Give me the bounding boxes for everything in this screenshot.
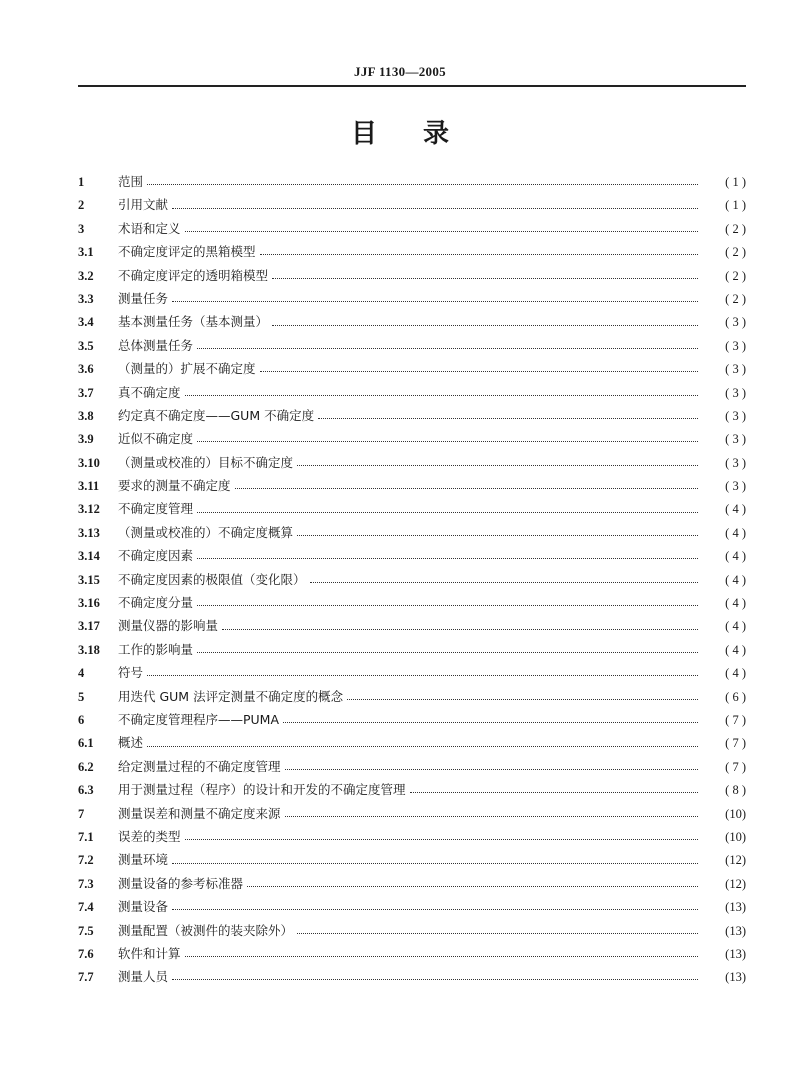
toc-dot-leader [197, 558, 698, 559]
table-of-contents [78, 170, 746, 989]
toc-entry-title: 要求的测量不确定度 [118, 478, 231, 494]
toc-entry-title: 不确定度分量 [118, 595, 194, 611]
toc-entry-title: 范围 [118, 174, 144, 189]
toc-entry-page: (13) [725, 900, 746, 915]
toc-entry[interactable] [78, 287, 746, 310]
toc-entry-title: 约定真不确定度——GUM 不确定度 [118, 407, 315, 423]
toc-entry[interactable] [78, 942, 746, 965]
toc-entry-page: ( 4 ) [725, 596, 746, 611]
toc-entry[interactable] [78, 848, 746, 871]
toc-entry-number: 7 [78, 806, 85, 821]
toc-entry-number: 3.18 [78, 642, 100, 657]
page-title: 目录 [350, 119, 495, 149]
toc-entry-title: 软件和计算 [118, 945, 181, 961]
toc-dot-leader [310, 582, 698, 583]
toc-entry-title: 误差的类型 [118, 828, 181, 844]
toc-dot-leader [172, 863, 698, 864]
toc-entry[interactable] [78, 544, 746, 567]
toc-dot-leader [185, 231, 698, 232]
toc-dot-leader [185, 956, 698, 957]
toc-entry[interactable] [78, 872, 746, 895]
toc-entry[interactable] [78, 755, 746, 778]
toc-entry-page: ( 2 ) [725, 291, 746, 306]
toc-entry-number: 7.2 [78, 853, 94, 868]
toc-entry-title: 不确定度评定的黑箱模型 [118, 244, 256, 260]
toc-dot-leader [172, 979, 698, 980]
toc-entry-number: 3.2 [78, 268, 94, 283]
toc-entry[interactable] [78, 614, 746, 637]
header-rule [78, 85, 746, 87]
toc-dot-leader [185, 395, 698, 396]
toc-dot-leader [147, 184, 698, 185]
toc-entry-page: ( 7 ) [725, 759, 746, 774]
toc-entry-title: 不确定度管理程序——PUMA [118, 711, 280, 727]
toc-entry-number: 3.6 [78, 362, 94, 377]
toc-dot-leader [283, 722, 698, 723]
toc-entry-number: 3.11 [78, 479, 100, 494]
toc-entry-page: ( 4 ) [725, 619, 746, 634]
toc-entry-page: ( 2 ) [725, 268, 746, 283]
toc-entry-page: ( 3 ) [725, 408, 746, 423]
toc-entry-number: 1 [78, 175, 85, 189]
toc-entry-number: 3.12 [78, 502, 100, 517]
toc-dot-leader [285, 769, 698, 770]
toc-entry-number: 7.7 [78, 970, 94, 985]
toc-entry[interactable] [78, 240, 746, 263]
toc-entry-number: 6.2 [78, 759, 94, 774]
toc-entry-page: ( 4 ) [725, 572, 746, 587]
toc-dot-leader [272, 325, 698, 326]
toc-entry-number: 3.5 [78, 338, 94, 353]
toc-dot-leader [297, 535, 698, 536]
toc-entry-title: 测量人员 [118, 969, 169, 985]
toc-entry[interactable] [78, 965, 746, 988]
toc-entry[interactable] [78, 825, 746, 848]
toc-entry[interactable] [78, 193, 746, 216]
toc-entry-number: 6.1 [78, 736, 94, 751]
toc-entry[interactable] [78, 310, 746, 333]
toc-entry-number: 7.1 [78, 829, 94, 844]
toc-entry-page: (13) [725, 923, 746, 938]
toc-entry-number: 3.13 [78, 525, 100, 540]
toc-entry-number: 3.9 [78, 432, 94, 447]
toc-entry-title: 术语和定义 [118, 220, 181, 236]
toc-entry-title: 近似不确定度 [118, 431, 194, 447]
toc-dot-leader [147, 746, 698, 747]
toc-entry-title: 给定测量过程的不确定度管理 [118, 758, 281, 774]
toc-dot-leader [197, 348, 698, 349]
toc-entry-title: 测量设备 [118, 899, 169, 915]
toc-entry-page: ( 6 ) [725, 689, 746, 704]
toc-entry[interactable] [78, 381, 746, 404]
toc-entry[interactable] [78, 568, 746, 591]
toc-dot-leader [260, 254, 698, 255]
toc-dot-leader [222, 629, 698, 630]
toc-entry-page: ( 2 ) [725, 245, 746, 260]
toc-entry-page: ( 1 ) [725, 198, 746, 213]
toc-entry-number: 3.10 [78, 455, 100, 470]
toc-entry[interactable] [78, 217, 746, 240]
toc-entry-page: ( 3 ) [725, 315, 746, 330]
toc-entry-title: 概述 [118, 735, 144, 751]
toc-dot-leader [297, 933, 698, 934]
toc-entry-page: ( 3 ) [725, 479, 746, 494]
toc-entry-title: 不确定度因素 [118, 548, 194, 564]
toc-dot-leader [197, 512, 698, 513]
toc-entry-page: ( 1 ) [725, 175, 746, 189]
toc-entry[interactable] [78, 731, 746, 754]
toc-entry-title: 用迭代 GUM 法评定测量不确定度的概念 [118, 688, 344, 704]
toc-entry-page: (12) [725, 853, 746, 868]
toc-entry-page: (10) [725, 829, 746, 844]
toc-entry-number: 3.3 [78, 291, 94, 306]
toc-entry-number: 5 [78, 689, 85, 704]
toc-entry-title: 符号 [118, 665, 144, 681]
toc-entry[interactable] [78, 919, 746, 942]
toc-entry-title: 不确定度评定的透明箱模型 [118, 267, 269, 283]
toc-entry-number: 7.5 [78, 923, 94, 938]
toc-dot-leader [285, 816, 698, 817]
toc-entry-number: 7.4 [78, 900, 94, 915]
toc-entry-number: 4 [78, 666, 85, 681]
toc-entry-title: 不确定度因素的极限值（变化限） [118, 571, 306, 587]
toc-entry[interactable] [78, 404, 746, 427]
toc-entry-title: （测量的）扩展不确定度 [118, 361, 256, 377]
toc-dot-leader [235, 488, 698, 489]
toc-entry-page: ( 3 ) [725, 338, 746, 353]
toc-entry-page: ( 7 ) [725, 712, 746, 727]
toc-dot-leader [185, 839, 698, 840]
toc-entry-number: 2 [78, 198, 85, 213]
toc-entry[interactable] [78, 685, 746, 708]
toc-entry-number: 3.8 [78, 408, 94, 423]
toc-dot-leader [172, 208, 698, 209]
toc-entry-page: ( 4 ) [725, 549, 746, 564]
toc-entry-number: 3.15 [78, 572, 100, 587]
standard-code: JJF 1130—2005 [354, 64, 446, 79]
toc-entry-title: 测量环境 [118, 852, 169, 868]
toc-entry-page: ( 4 ) [725, 666, 746, 681]
toc-entry-page: (13) [725, 970, 746, 985]
toc-entry-page: ( 8 ) [725, 783, 746, 798]
toc-entry-number: 3.16 [78, 596, 100, 611]
toc-entry-number: 3.1 [78, 245, 94, 260]
toc-dot-leader [318, 418, 698, 419]
toc-entry[interactable] [78, 591, 746, 614]
toc-dot-leader [260, 371, 698, 372]
toc-entry-title: 测量设备的参考标准器 [118, 875, 244, 891]
toc-entry-page: ( 4 ) [725, 642, 746, 657]
toc-entry[interactable] [78, 521, 746, 544]
toc-entry[interactable] [78, 778, 746, 801]
toc-entry-page: (13) [725, 946, 746, 961]
toc-dot-leader [347, 699, 698, 700]
toc-entry[interactable] [78, 170, 746, 193]
toc-entry-number: 3.4 [78, 315, 94, 330]
toc-entry-number: 7.3 [78, 876, 94, 891]
toc-entry-title: 测量任务 [118, 290, 169, 306]
toc-entry[interactable] [78, 451, 746, 474]
toc-entry-title: 测量配置（被测件的装夹除外） [118, 922, 294, 938]
toc-entry[interactable] [78, 708, 746, 731]
toc-dot-leader [172, 909, 698, 910]
toc-dot-leader [410, 792, 698, 793]
toc-entry-title: 测量误差和测量不确定度来源 [118, 805, 281, 821]
toc-entry-title: （测量或校准的）目标不确定度 [118, 454, 294, 470]
toc-entry[interactable] [78, 357, 746, 380]
toc-entry[interactable] [78, 427, 746, 450]
toc-entry-title: 测量仪器的影响量 [118, 618, 219, 634]
toc-dot-leader [172, 301, 698, 302]
toc-entry-number: 3.17 [78, 619, 100, 634]
toc-entry-title: 总体测量任务 [118, 337, 194, 353]
toc-entry-title: 真不确定度 [118, 384, 181, 400]
toc-dot-leader [147, 675, 698, 676]
toc-entry-title: 用于测量过程（程序）的设计和开发的不确定度管理 [118, 782, 406, 798]
toc-entry-number: 3 [78, 221, 85, 236]
toc-entry[interactable] [78, 638, 746, 661]
toc-entry[interactable] [78, 497, 746, 520]
toc-dot-leader [197, 441, 698, 442]
toc-entry-number: 3.7 [78, 385, 94, 400]
toc-entry-page: (10) [725, 806, 746, 821]
toc-entry[interactable] [78, 661, 746, 684]
toc-dot-leader [247, 886, 698, 887]
toc-entry-number: 7.6 [78, 946, 94, 961]
toc-entry-number: 3.14 [78, 549, 100, 564]
toc-dot-leader [297, 465, 698, 466]
toc-entry-page: ( 4 ) [725, 502, 746, 517]
toc-entry[interactable] [78, 474, 746, 497]
toc-entry-page: ( 3 ) [725, 362, 746, 377]
toc-entry-number: 6 [78, 712, 85, 727]
toc-entry-title: 不确定度管理 [118, 501, 194, 517]
toc-entry-number: 6.3 [78, 783, 94, 798]
toc-entry-page: (12) [725, 876, 746, 891]
toc-entry-page: ( 7 ) [725, 736, 746, 751]
toc-dot-leader [272, 278, 698, 279]
toc-entry-page: ( 4 ) [725, 525, 746, 540]
toc-entry[interactable] [78, 895, 746, 918]
toc-entry-page: ( 3 ) [725, 432, 746, 447]
toc-entry-title: （测量或校准的）不确定度概算 [118, 524, 294, 540]
toc-entry[interactable] [78, 264, 746, 287]
toc-entry-page: ( 3 ) [725, 455, 746, 470]
toc-entry[interactable] [78, 334, 746, 357]
toc-entry-page: ( 2 ) [725, 221, 746, 236]
toc-dot-leader [197, 652, 698, 653]
toc-entry-title: 引用文献 [118, 197, 169, 213]
toc-entry-page: ( 3 ) [725, 385, 746, 400]
toc-entry-title: 基本测量任务（基本测量） [118, 314, 269, 330]
toc-dot-leader [197, 605, 698, 606]
toc-entry-title: 工作的影响量 [118, 641, 194, 657]
toc-entry[interactable] [78, 802, 746, 825]
